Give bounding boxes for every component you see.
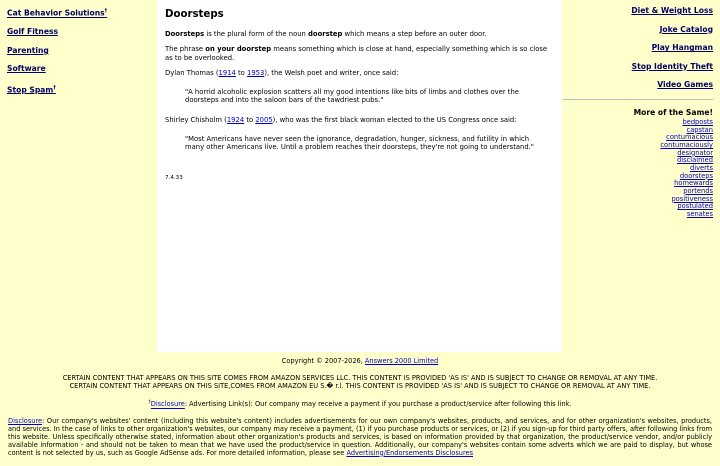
disclosure-link[interactable]: Disclosure <box>150 400 185 409</box>
quote-text: "Most Americans have never seen the ignorance, degradation, hunger, sickness, and futility in which many other Americans live. Until a problem reaches their doorsteps, they're not going to understand." <box>185 135 534 152</box>
related-word-link[interactable]: capstan <box>686 125 713 134</box>
copyright <box>8 358 712 366</box>
related-word-link[interactable]: designator <box>677 148 713 157</box>
related-word-link[interactable]: positiveness <box>671 194 713 203</box>
left-nav-link-stop-spam[interactable] <box>7 83 147 96</box>
advertising-mark: † <box>53 84 56 91</box>
right-nav <box>563 6 713 219</box>
definition-word: Doorsteps <box>165 30 205 38</box>
copyright-text: Copyright © 2007-2026, <box>281 357 365 365</box>
left-nav <box>7 6 147 104</box>
definition-text: which means a step before an outer door. <box>342 30 487 38</box>
related-word-link[interactable]: postulated <box>677 202 713 211</box>
related-word-link[interactable]: contumacious <box>666 133 713 142</box>
phrase-text: The phrase <box>165 45 206 54</box>
related-word-link[interactable]: doorsteps <box>679 171 713 180</box>
year-separator: to <box>244 115 256 124</box>
version-number: 7.4.33 <box>165 174 183 181</box>
right-nav-link-diet-weight-loss[interactable]: Diet & Weight Loss <box>631 6 713 15</box>
left-nav-label: Stop Spam <box>7 85 54 95</box>
left-nav-link-golf-fitness[interactable] <box>7 27 147 37</box>
disclosure-paragraph <box>8 418 712 457</box>
amazon-notice-line: CERTAIN CONTENT THAT APPEARS ON THIS SITE COMES FROM AMAZON SERVICES LLC. THIS CONTENT IS PROVIDED 'AS IS' AND IS SUBJECT TO CHANGE OR REMOVAL AT ANY TIME. <box>62 373 658 382</box>
quote-text: "A horrid alcoholic explosion scatters all my good intentions like bits of limbs and clothes over the doorsteps and into the saloon bars of the tawdriest pubs." <box>185 88 519 105</box>
amazon-notice-line: CERTAIN CONTENT THAT APPEARS ON THIS SITE,COMES FROM AMAZON EU S.� r.l. THIS CONTENT IS PROVIDED 'AS IS' AND IS SUBJECT TO CHANGE OR REMOVAL AT ANY TIME. <box>69 381 651 390</box>
advertising-mark: † <box>104 8 108 14</box>
related-word-link[interactable]: portends <box>683 186 713 195</box>
year-link[interactable]: 2005 <box>255 115 273 124</box>
related-word-link[interactable]: homewards <box>674 179 713 188</box>
related-word-link[interactable]: diverts <box>689 163 713 172</box>
amazon-notice <box>8 375 712 391</box>
left-nav-link-cat-behavior-solutions[interactable] <box>7 6 147 19</box>
disclosure-text: : Our company's websites' content (including this website's content) includes advertisements for our own company's websites, products, and services, and for other organization's websites, products, and services. In the case of links to other organization's websites, our company may receive a payment, (1) if you purchase products or services, or (2) if you sign-up for third party offers, after following links from this website. Unless specifically otherwise stated, information about other organization's products and services, is based on information provided by that organization, the product/service vendor, and/or publicly available information - and should not be taken to mean that we have used the product/service in question. Additionally, our company's websites contain some adverts which we are paid to display, but whose content is not selected by us, such as Google AdSense ads. For more detailed information, please see <box>8 417 712 457</box>
quote-person: Dylan Thomas ( <box>165 68 219 77</box>
left-nav-label: Parenting <box>7 45 49 55</box>
quote-person: Shirley Chisholm ( <box>165 115 227 124</box>
related-word-link[interactable]: disclaimed <box>677 156 713 165</box>
definition-noun: doorstep <box>308 30 343 38</box>
definition-text: is the plural form of the noun <box>204 30 309 38</box>
divider <box>563 99 713 100</box>
left-nav-label: Software <box>7 64 46 74</box>
left-nav-label: Golf Fitness <box>7 27 59 37</box>
phrase-text: means something which is close at hand, especially something which is so close as to be overlooked. <box>165 45 548 62</box>
more-of-same-heading: More of the Same! <box>633 107 713 117</box>
year-link[interactable]: 1914 <box>218 68 236 77</box>
left-nav-link-software[interactable] <box>7 64 147 74</box>
quote-description: ), who was the first black woman elected to the US Congress once said: <box>272 115 517 124</box>
right-nav-link-joke-catalog[interactable]: Joke Catalog <box>659 24 713 34</box>
phrase-paragraph <box>165 45 554 62</box>
disclosure-link[interactable]: Disclosure <box>8 417 43 426</box>
left-nav-label: Cat Behavior Solutions <box>7 8 105 18</box>
quote-attribution <box>165 69 554 77</box>
advertising-mark: † <box>148 400 151 406</box>
year-separator: to <box>235 68 248 77</box>
advertising-acknowledgement <box>8 399 712 409</box>
right-nav-link-play-hangman[interactable]: Play Hangman <box>651 43 713 53</box>
main-content <box>157 0 562 352</box>
related-word-link[interactable]: senates <box>686 209 713 218</box>
right-nav-link-stop-identity-theft[interactable]: Stop Identity Theft <box>631 61 713 71</box>
definition-paragraph <box>165 30 554 38</box>
phrase-term: on your doorstep <box>205 45 272 54</box>
left-nav-link-parenting[interactable] <box>7 46 147 56</box>
page-title: Doorsteps <box>165 9 224 20</box>
acknowledgement-text: : Advertising Link(s): Our company may receive a payment if you purchase a product/service after following this link. <box>184 400 572 409</box>
year-link[interactable]: 1953 <box>247 68 265 77</box>
quote-attribution <box>165 116 554 124</box>
related-word-link[interactable]: bedposts <box>682 117 713 126</box>
advertising-disclosures-link[interactable]: Advertising/Endorsements Disclosures <box>346 448 474 457</box>
company-link[interactable]: Answers 2000 Limited <box>364 357 439 365</box>
right-nav-link-video-games[interactable]: Video Games <box>657 80 713 90</box>
quote-description: ), the Welsh poet and writer, once said: <box>264 68 399 77</box>
year-link[interactable]: 1924 <box>226 115 245 124</box>
related-word-link[interactable]: contumaciously <box>660 140 713 149</box>
